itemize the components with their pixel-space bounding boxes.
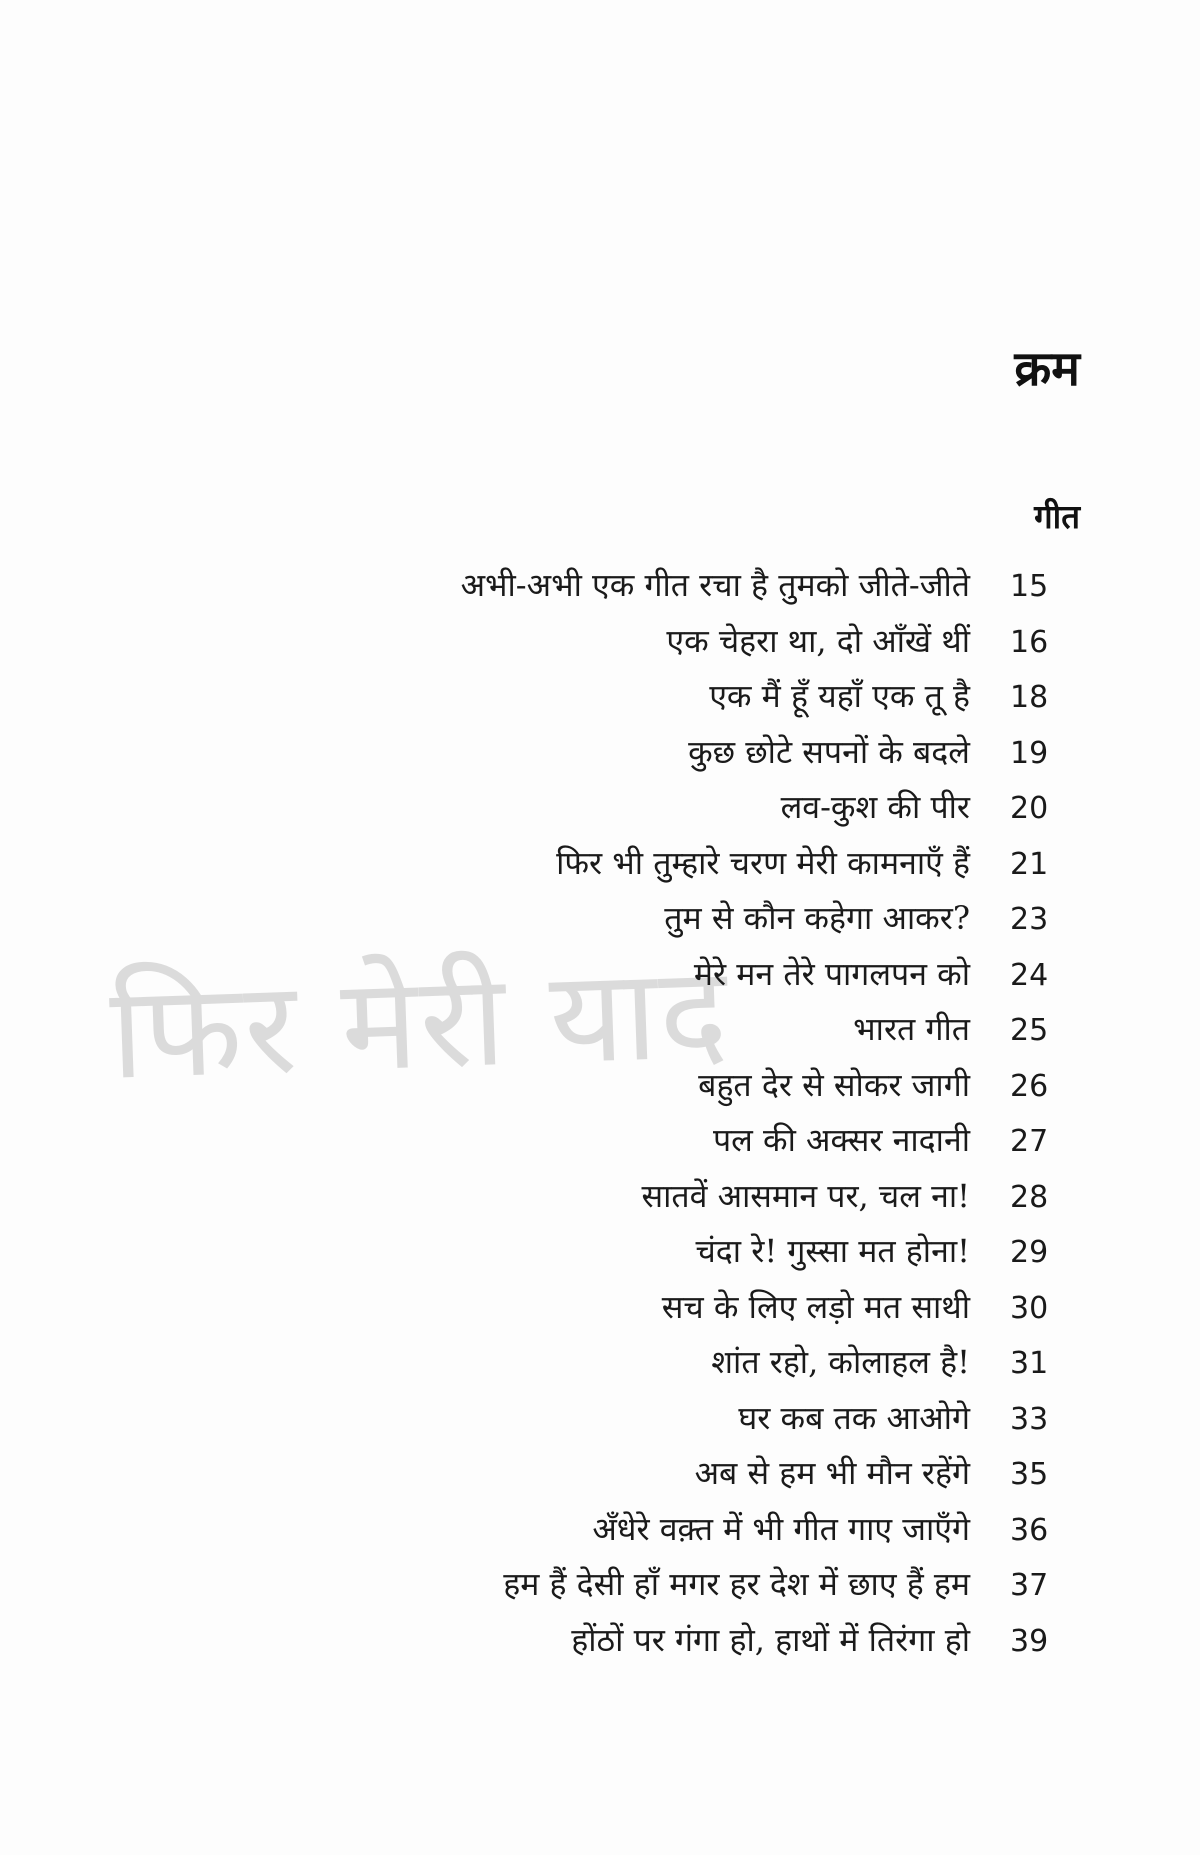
toc-entry-title: पल की अक्सर नादानी <box>712 1121 970 1159</box>
toc-entry-title: कुछ छोटे सपनों के बदले <box>688 732 970 771</box>
toc-entry-page: 33 <box>1010 1401 1049 1437</box>
toc-entry-title: तुम से कौन कहेगा आकर? <box>664 899 970 937</box>
toc-entry <box>80 947 1080 1003</box>
toc-entry <box>80 1280 1080 1336</box>
toc-entry <box>80 780 1080 836</box>
toc-entry <box>80 836 1080 892</box>
toc-entry-page: 27 <box>1010 1124 1049 1159</box>
toc-entry <box>80 1169 1080 1225</box>
toc-entry-title: होंठों पर गंगा हो, हाथों में तिरंगा हो <box>571 1620 970 1659</box>
toc-entry <box>80 1557 1080 1613</box>
toc-entry-title: एक चेहरा था, दो आँखें थीं <box>666 621 970 660</box>
toc-entry <box>80 1058 1080 1114</box>
toc-entry-page: 18 <box>1010 680 1049 715</box>
toc-entry-title: अब से हम भी मौन रहेंगे <box>694 1454 970 1492</box>
toc-entry-title: सच के लिए लड़ो मत साथी <box>661 1287 970 1326</box>
toc-entry-title: अभी-अभी एक गीत रचा है तुमको जीते-जीते <box>460 566 970 604</box>
table-of-contents <box>80 558 1080 1668</box>
page-title: क्रम <box>1014 341 1080 397</box>
toc-entry <box>80 891 1080 947</box>
toc-entry-page: 36 <box>1010 1512 1049 1548</box>
toc-entry-page: 16 <box>1010 624 1049 660</box>
toc-entry-title: लव-कुश की पीर <box>780 788 970 826</box>
toc-entry-page: 23 <box>1010 902 1049 937</box>
toc-entry-page: 20 <box>1010 791 1049 826</box>
toc-entry <box>80 725 1080 781</box>
toc-entry <box>80 1224 1080 1280</box>
toc-entry-title: बहुत देर से सोकर जागी <box>698 1065 970 1104</box>
toc-entry <box>80 669 1080 725</box>
toc-entry <box>80 614 1080 670</box>
toc-entry-title: अँधेरे वक़्त में भी गीत गाए जाएँगे <box>592 1509 970 1548</box>
toc-entry-title: चंदा रे! गुस्सा मत होना! <box>695 1232 970 1270</box>
toc-entry-page: 19 <box>1010 735 1049 771</box>
toc-entry-page: 39 <box>1010 1623 1049 1659</box>
toc-entry-page: 35 <box>1010 1457 1049 1492</box>
toc-entry-page: 31 <box>1010 1346 1049 1381</box>
watermark-text: फिर मेरी याद <box>107 938 732 1109</box>
toc-entry-title: भारत गीत <box>853 1010 970 1048</box>
toc-entry <box>80 1335 1080 1391</box>
toc-entry-page: 24 <box>1010 957 1049 993</box>
toc-entry <box>80 1002 1080 1058</box>
toc-entry <box>80 1613 1080 1669</box>
toc-entry-title: हम हैं देसी हाँ मगर हर देश में छाए हैं हम <box>503 1565 970 1603</box>
toc-entry-title: सातवें आसमान पर, चल ना! <box>641 1176 970 1215</box>
toc-entry-page: 21 <box>1010 846 1049 882</box>
toc-entry-title: मेरे मन तेरे पागलपन को <box>693 954 970 993</box>
toc-entry-page: 29 <box>1010 1235 1049 1270</box>
toc-entry-page: 15 <box>1010 569 1049 604</box>
toc-entry-page: 30 <box>1010 1290 1049 1326</box>
toc-entry-page: 28 <box>1010 1179 1049 1215</box>
toc-entry-title: शांत रहो, कोलाहल है! <box>711 1343 970 1381</box>
toc-entry-page: 25 <box>1010 1013 1049 1048</box>
toc-entry <box>80 1113 1080 1169</box>
toc-entry <box>80 1446 1080 1502</box>
toc-entry <box>80 558 1080 614</box>
toc-entry <box>80 1391 1080 1447</box>
toc-entry-title: घर कब तक आओगे <box>738 1398 970 1437</box>
toc-entry <box>80 1502 1080 1558</box>
toc-entry-title: एक मैं हूँ यहाँ एक तू है <box>709 677 970 715</box>
section-heading: गीत <box>1034 497 1080 536</box>
toc-entry-page: 37 <box>1010 1568 1049 1603</box>
toc-entry-page: 26 <box>1010 1068 1049 1104</box>
toc-entry-title: फिर भी तुम्हारे चरण मेरी कामनाएँ हैं <box>556 843 970 882</box>
